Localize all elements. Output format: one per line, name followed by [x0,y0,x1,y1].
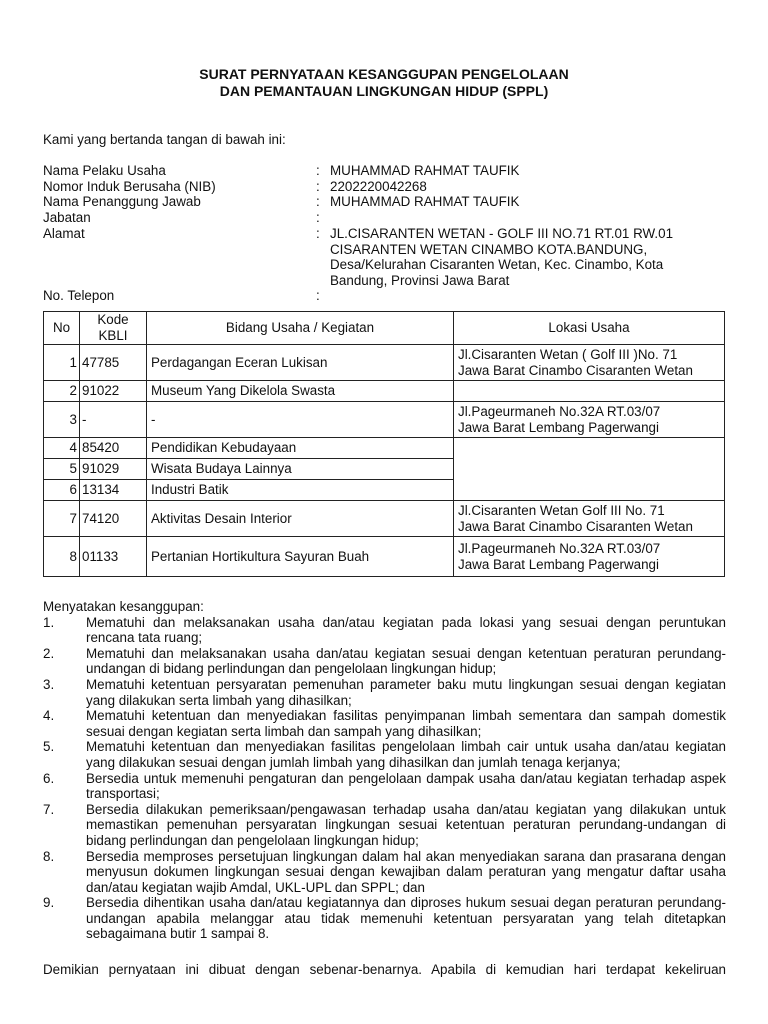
field-label: Nama Pelaku Usaha [43,163,166,178]
list-item [43,615,726,646]
field-value: 2202220042268 [330,179,427,194]
cell-bidang: Industri Batik [147,480,454,501]
cell-no: 7 [44,501,80,537]
lokasi-line-1: Jl.Pageurmaneh No.32A RT.03/07 [458,540,661,556]
table-row [44,438,725,459]
lokasi-line-1: Jl.Pageurmaneh No.32A RT.03/07 [458,403,661,419]
cell-bidang: Aktivitas Desain Interior [147,501,454,537]
field-label: Nomor Induk Berusaha (NIB) [43,179,216,194]
closing-paragraph: Demikian pernyataan ini dibuat dengan sebenar-benarnya. Apabila di kemudian hari terdapat kekeliruan [43,962,726,977]
cell-lokasi [454,537,725,577]
field-colon: : [316,179,320,194]
item-number: 7. [43,801,55,817]
lokasi-line-2: Jawa Barat Cinambo Cisaranten Wetan [458,362,693,378]
cell-kode: 91029 [80,459,147,480]
cell-lokasi [454,402,725,438]
item-number: 9. [43,895,55,911]
table-row [44,381,725,402]
lokasi-line-2: Jawa Barat Cinambo Cisaranten Wetan [458,518,693,534]
cell-bidang: Pertanian Hortikultura Sayuran Buah [147,537,454,577]
field-label: No. Telepon [43,288,115,303]
item-number: 2. [43,645,55,661]
cell-no: 6 [44,480,80,501]
field-colon: : [316,288,320,303]
field-colon: : [316,163,320,178]
intro-text: Kami yang bertanda tangan di bawah ini: [43,132,286,147]
item-number: 6. [43,770,55,786]
header-lokasi: Lokasi Usaha [454,312,725,345]
header-kode-kbli [80,312,147,345]
document-title [0,66,768,100]
cell-bidang: Museum Yang Dikelola Swasta [147,381,454,402]
kbli-table [43,311,725,577]
statement-list [43,615,726,942]
cell-bidang: Perdagangan Eceran Lukisan [147,345,454,381]
cell-lokasi [454,381,725,402]
cell-no: 2 [44,381,80,402]
list-item [43,771,726,802]
table-row [44,501,725,537]
statement-section [43,599,726,942]
cell-kode: - [80,402,147,438]
cell-bidang: Wisata Budaya Lainnya [147,459,454,480]
cell-no: 4 [44,438,80,459]
item-text: Mematuhi ketentuan dan menyediakan fasilitas pengelolaan limbah cair untuk usaha dan/atau kegiatan yang dilakukan sesuai dengan jumlah limbah yang dihasilkan dan jumlah tenaga kerjanya; [86,739,726,770]
field-colon: : [316,194,320,209]
field-label: Alamat [43,226,85,241]
lokasi-line-2: Jawa Barat Lembang Pagerwangi [458,419,659,435]
item-number: 5. [43,739,55,755]
cell-kode: 13134 [80,480,147,501]
item-text: Mematuhi dan melaksanakan usaha dan/atau kegiatan sesuai dengan ketentuan peraturan perundang-undangan di bidang perlindungan dan pengelolaan lingkungan hidup; [86,645,726,677]
header-kode-line-1: Kode [97,312,129,328]
header-kode-line-2: KBLI [98,328,128,343]
lokasi-line-1: Jl.Cisaranten Wetan Golf III No. 71 [458,502,665,518]
list-item [43,849,726,896]
cell-bidang: - [147,402,454,438]
list-item [43,708,726,739]
cell-lokasi [454,345,725,381]
list-item [43,895,726,942]
item-text: Bersedia dilakukan pemeriksaan/pengawasan terhadap usaha dan/atau kegiatan yang dilakukan untuk memastikan pemenuhan persyaratan lingkungan sesuai ketentuan peraturan perundang-undangan di bidang perlindungan dan pengelolaan lingkungan hidup; [86,801,726,848]
field-value: MUHAMMAD RAHMAT TAUFIK [330,163,520,178]
alamat-line: CISARANTEN WETAN CINAMBO KOTA.BANDUNG, [330,241,648,257]
list-item [43,677,726,708]
cell-kode: 91022 [80,381,147,402]
cell-no: 8 [44,537,80,577]
item-text: Mematuhi dan melaksanakan usaha dan/atau kegiatan pada lokasi yang sesuai dengan peruntukan rencana tata ruang; [86,614,726,646]
field-colon: : [316,226,320,241]
header-no: No [44,312,80,345]
field-label: Jabatan [43,210,91,225]
cell-kode: 85420 [80,438,147,459]
lokasi-line-2: Jawa Barat Lembang Pagerwangi [458,556,659,572]
item-text: Bersedia untuk memenuhi pengaturan dan pengelolaan dampak usaha dan/atau kegiatan terhadap aspek transportasi; [86,770,726,802]
cell-kode: 47785 [80,345,147,381]
header-bidang: Bidang Usaha / Kegiatan [147,312,454,345]
item-text: Bersedia memproses persetujuan lingkungan dalam hal akan menyediakan sarana dan prasarana dengan menyusun dokumen lingkungan sesuai dengan kewajiban dalam peraturan yang mengatur daftar usaha dan/atau kegiatan wajib Amdal, UKL-UPL dan SPPL; dan [86,848,726,895]
cell-kode: 01133 [80,537,147,577]
table-row [44,537,725,577]
field-value [330,226,750,288]
list-item [43,802,726,849]
cell-kode: 74120 [80,501,147,537]
item-number: 8. [43,848,55,864]
title-line-1: SURAT PERNYATAAN KESANGGUPAN PENGELOLAAN [199,66,569,82]
item-number: 4. [43,708,55,724]
alamat-line: Bandung, Provinsi Jawa Barat [330,272,510,288]
cell-lokasi [454,501,725,537]
table-row [44,402,725,438]
field-label: Nama Penanggung Jawab [43,194,201,209]
item-text: Mematuhi ketentuan dan menyediakan fasilitas penyimpanan limbah sementara dan sampah domestik sesuai dengan kegiatan serta limbah dan sampah yang dihasilkan; [86,708,726,739]
item-text: Bersedia dihentikan usaha dan/atau kegiatannya dan diproses hukum sesuai degan peraturan perundang-undangan apabila melanggar atau tidak memenuhi ketentuan persyaratan yang telah ditetapkan sebagaimana butir 1 sampai 8. [86,895,726,942]
lokasi-line-1: Jl.Cisaranten Wetan ( Golf III )No. 71 [458,346,678,362]
alamat-line: JL.CISARANTEN WETAN - GOLF III NO.71 RT.01 RW.01 [330,226,674,241]
field-colon: : [316,210,320,225]
cell-no: 1 [44,345,80,381]
item-number: 3. [43,676,55,692]
alamat-line: Desa/Kelurahan Cisaranten Wetan, Kec. Cinambo, Kota [330,257,664,273]
table-header-row [44,312,725,345]
title-line-2: DAN PEMANTAUAN LINGKUNGAN HIDUP (SPPL) [219,83,549,99]
list-item [43,739,726,770]
item-number: 1. [43,614,55,630]
cell-no: 3 [44,402,80,438]
item-text: Mematuhi ketentuan persyaratan pemenuhan parameter baku mutu lingkungan sesuai dengan kegiatan yang dilakukan serta limbah yang dihasilkan; [86,676,726,708]
cell-lokasi-empty [454,438,725,501]
cell-bidang: Pendidikan Kebudayaan [147,438,454,459]
cell-no: 5 [44,459,80,480]
statement-heading: Menyatakan kesanggupan: [43,599,204,614]
list-item [43,646,726,677]
field-value: MUHAMMAD RAHMAT TAUFIK [330,194,520,209]
table-row [44,345,725,381]
